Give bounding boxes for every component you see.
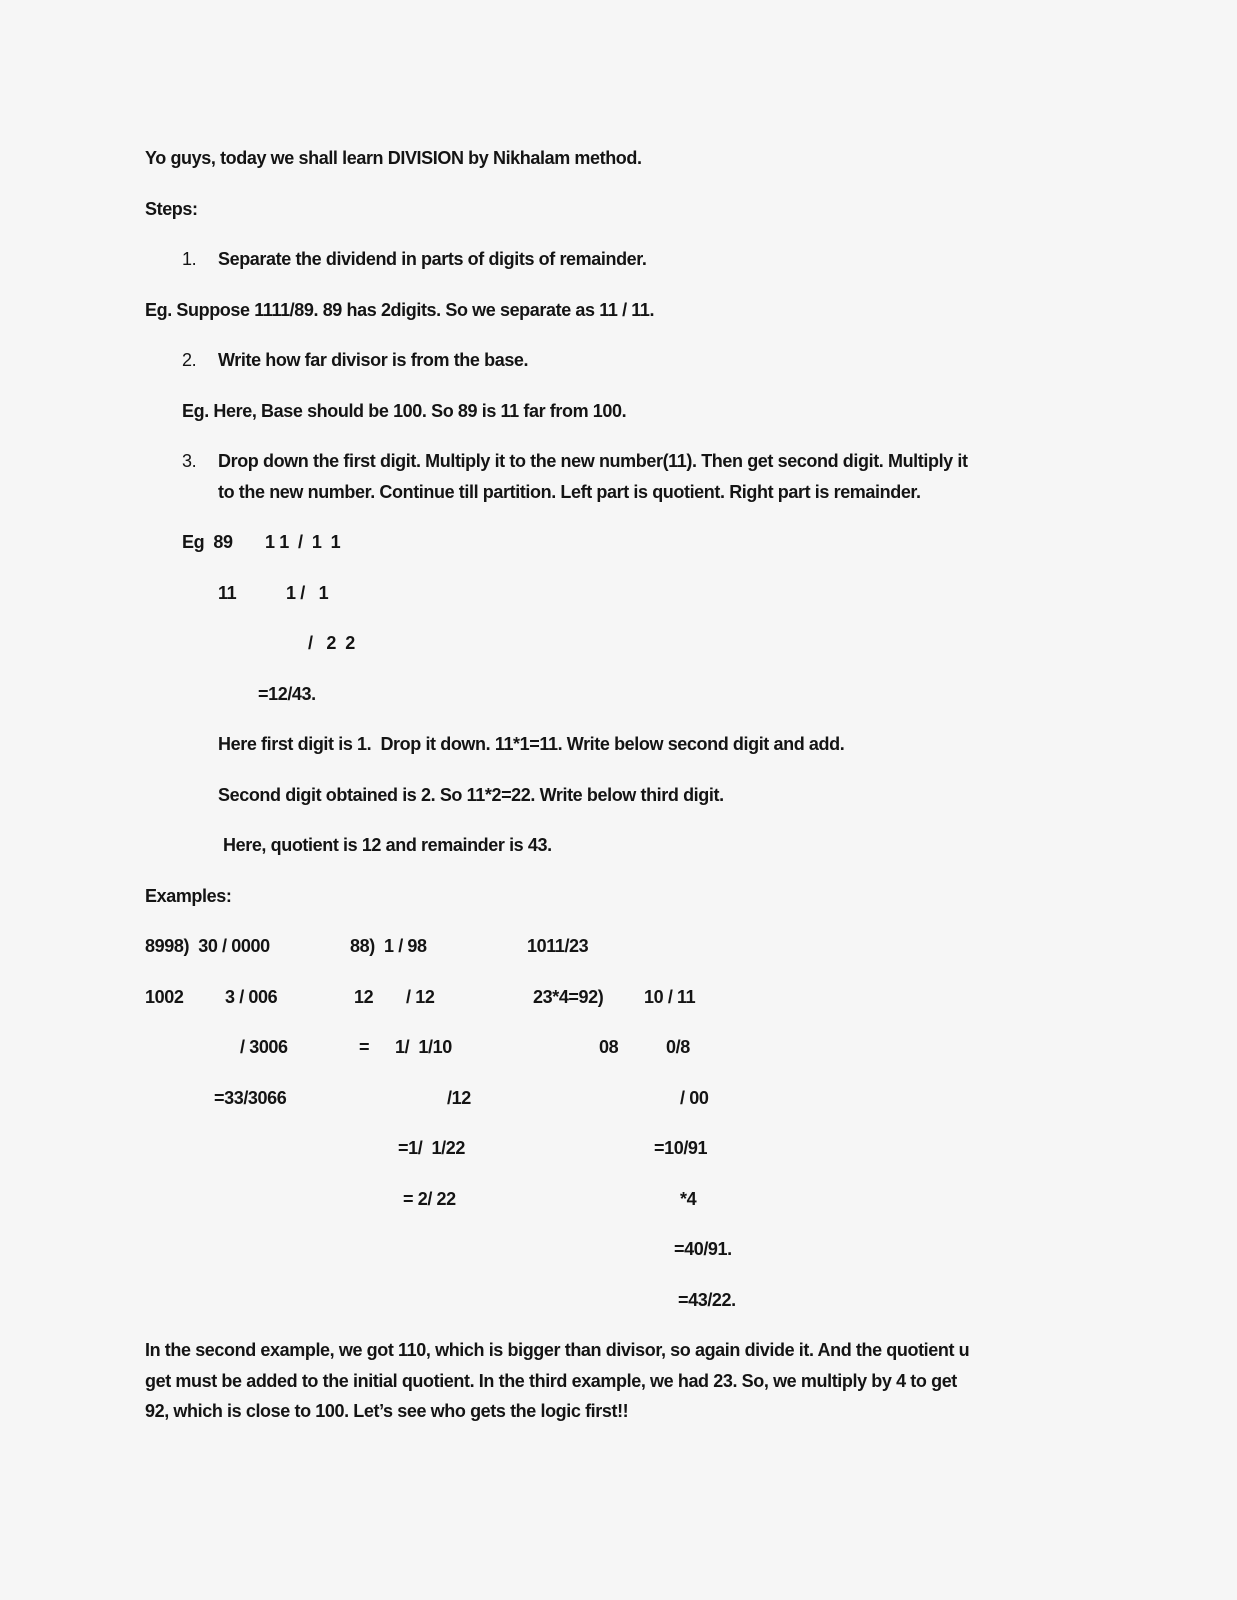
worked-text: 1 1 / 1 1: [265, 532, 341, 552]
example-text: Eg. Suppose 1111/89. 89 has 2digits. So we separate as 11 / 11.: [145, 300, 655, 320]
example-1-text: 1002: [145, 987, 184, 1007]
example-1-text: 3 / 006: [225, 987, 278, 1007]
step-number: 3.: [182, 451, 197, 471]
example-2-text: 88) 1 / 98: [350, 936, 427, 956]
examples-heading: Examples:: [145, 886, 232, 906]
worked-text: =12/43.: [258, 684, 316, 704]
example-2-text: =: [359, 1037, 370, 1057]
example-1-text: 8998) 30 / 0000: [145, 936, 270, 956]
step-text: Drop down the first digit. Multiply it to the new number(11). Then get second digit. Multiply it: [218, 451, 968, 471]
example-3-text: *4: [680, 1189, 697, 1209]
step-number: 1.: [182, 249, 197, 269]
example-3-text: 23*4=92): [533, 987, 604, 1007]
conclusion-text: 92, which is close to 100. Let’s see who gets the logic first!!: [145, 1401, 629, 1421]
example-3-text: 1011/23: [527, 936, 589, 956]
example-3-text: =43/22.: [678, 1290, 736, 1310]
example-3-text: / 00: [680, 1088, 709, 1108]
step-text: Separate the dividend in parts of digits of remainder.: [218, 249, 647, 269]
worked-text: Eg 89: [182, 532, 233, 552]
steps-heading: Steps:: [145, 199, 198, 219]
example-3-text: =10/91: [654, 1138, 708, 1158]
example-2-text: 1/ 1/10: [395, 1037, 452, 1057]
example-2-text: /12: [447, 1088, 471, 1108]
example-text: Eg. Here, Base should be 100. So 89 is 11 far from 100.: [182, 401, 627, 421]
example-3-text: 08: [599, 1037, 619, 1057]
step-number: 2.: [182, 350, 197, 370]
example-3-text: 10 / 11: [644, 987, 696, 1007]
explanation-text: Here first digit is 1. Drop it down. 11*1=11. Write below second digit and add.: [218, 734, 845, 754]
step-text: to the new number. Continue till partition. Left part is quotient. Right part is remainder.: [218, 482, 921, 502]
explanation-text: Second digit obtained is 2. So 11*2=22. Write below third digit.: [218, 785, 724, 805]
worked-text: 11: [218, 583, 237, 603]
example-2-text: = 2/ 22: [403, 1189, 456, 1209]
step-text: Write how far divisor is from the base.: [218, 350, 529, 370]
example-2-text: =1/ 1/22: [398, 1138, 465, 1158]
explanation-text: Here, quotient is 12 and remainder is 43.: [223, 835, 552, 855]
example-3-text: =40/91.: [674, 1239, 732, 1259]
example-1-text: / 3006: [240, 1037, 288, 1057]
conclusion-text: get must be added to the initial quotient. In the third example, we had 23. So, we multiply by 4 to get: [145, 1371, 957, 1391]
worked-text: 1 / 1: [286, 583, 329, 603]
intro-text: Yo guys, today we shall learn DIVISION by Nikhalam method.: [145, 148, 642, 168]
example-2-text: / 12: [406, 987, 435, 1007]
worked-text: / 2 2: [308, 633, 355, 653]
example-1-text: =33/3066: [214, 1088, 287, 1108]
conclusion-text: In the second example, we got 110, which is bigger than divisor, so again divide it. And the quotient u: [145, 1340, 970, 1360]
example-2-text: 12: [354, 987, 374, 1007]
example-3-text: 0/8: [666, 1037, 690, 1057]
